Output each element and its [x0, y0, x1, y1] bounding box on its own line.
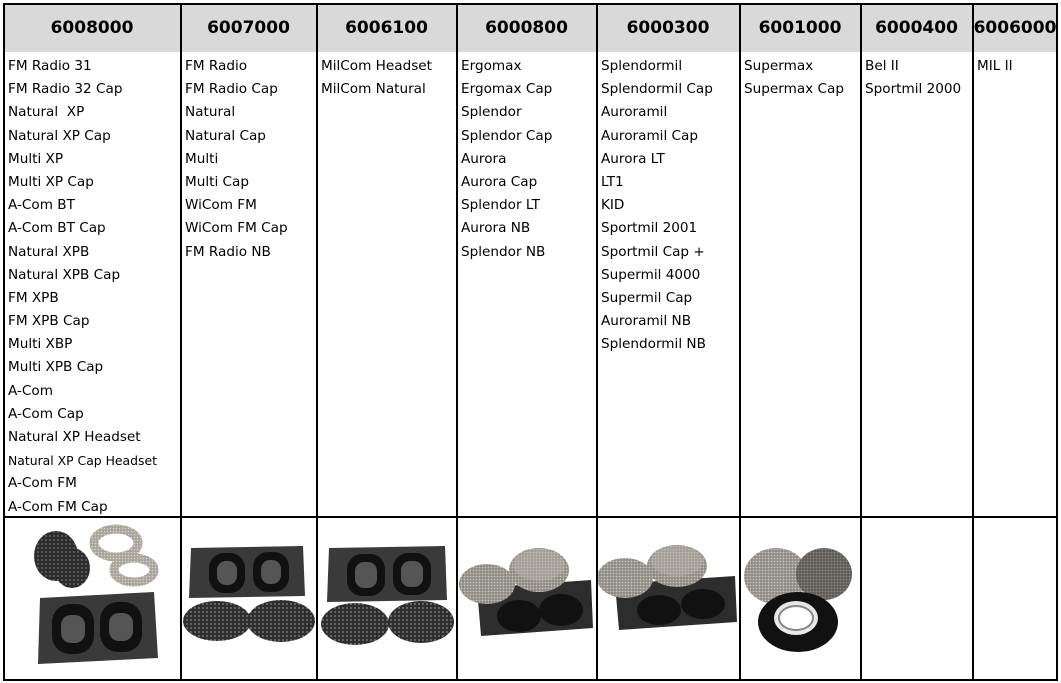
model-item: Ergomax — [461, 58, 522, 74]
model-item: A-Com BT Cap — [8, 220, 106, 237]
earpad-kit-foam-pads-icon — [457, 518, 596, 681]
model-item: Auroramil NB — [601, 313, 692, 330]
model-item: A-Com Cap — [8, 405, 84, 422]
model-item: FM XPB Cap — [8, 313, 90, 330]
model-item: Aurora NB — [461, 220, 531, 237]
model-item: Multi XBP — [8, 336, 73, 353]
model-item: FM Radio Cap — [185, 81, 278, 98]
column-divider — [596, 3, 598, 681]
earpad-kit-foam-ring-icon — [740, 518, 860, 681]
model-item: Natural XPB — [8, 243, 90, 260]
model-item: Natural XP — [8, 104, 85, 121]
model-item: MIL II — [977, 58, 1013, 74]
column-6006000 — [973, 3, 1057, 681]
column-divider — [972, 3, 974, 681]
model-item: MilCom Natural — [321, 81, 426, 98]
model-item: KID — [601, 197, 625, 214]
model-item: Splendormil — [601, 58, 683, 74]
model-item: Natural XP Cap — [8, 127, 111, 144]
model-item: LT1 — [601, 173, 624, 190]
model-item: Multi XP Cap — [8, 173, 94, 190]
model-item: Bel II — [865, 58, 899, 74]
column-header: 6008000 — [4, 3, 180, 52]
model-list — [181, 52, 316, 264]
column-6000400 — [861, 3, 972, 681]
model-item: Multi XPB Cap — [8, 359, 104, 376]
model-item: Aurora LT — [601, 150, 665, 167]
column-6008000 — [4, 3, 180, 681]
model-item: Natural — [185, 104, 236, 121]
model-item: Splendormil Cap — [601, 81, 713, 98]
model-item: Auroramil — [601, 104, 668, 121]
model-item: A-Com BT — [8, 197, 75, 214]
model-item: Splendor Cap — [461, 127, 553, 144]
column-header: 6000300 — [597, 3, 739, 52]
column-divider — [739, 3, 741, 681]
table-row-divider — [3, 516, 1058, 518]
column-header: 6001000 — [740, 3, 860, 52]
column-header: 6006000 — [973, 3, 1057, 52]
model-item: Natural Cap — [185, 127, 266, 144]
table-border-left — [3, 3, 5, 681]
model-item: Multi — [185, 150, 219, 167]
column-header: 6007000 — [181, 3, 316, 52]
model-item: Splendor — [461, 104, 522, 121]
model-item: Natural XPB Cap — [8, 266, 121, 283]
model-item: WiCom FM Cap — [185, 220, 288, 237]
model-item: Aurora Cap — [461, 173, 538, 190]
model-item: A-Com FM Cap — [8, 498, 108, 515]
model-item: A-Com FM — [8, 475, 77, 492]
earpad-kit-pads-discs-icon — [317, 518, 456, 681]
model-item: Splendormil NB — [601, 336, 706, 353]
column-6006100 — [317, 3, 456, 681]
model-item: A-Com — [8, 382, 53, 399]
column-header: 6000400 — [861, 3, 972, 52]
model-list — [973, 52, 1057, 78]
model-item: Natural XP Cap Headset — [8, 453, 157, 469]
model-item: Multi Cap — [185, 173, 249, 190]
model-item: FM Radio 31 — [8, 58, 92, 74]
column-6000800 — [457, 3, 596, 681]
column-6000300 — [597, 3, 739, 681]
model-item: FM XPB — [8, 289, 59, 306]
column-divider — [860, 3, 862, 681]
column-6007000 — [181, 3, 316, 681]
model-item: Supermil Cap — [601, 289, 693, 306]
model-list — [740, 52, 860, 101]
model-item: Splendor LT — [461, 197, 540, 214]
model-item: Aurora — [461, 150, 507, 167]
column-divider — [456, 3, 458, 681]
model-item: Sportmil 2001 — [601, 220, 698, 237]
model-item: Auroramil Cap — [601, 127, 699, 144]
model-item: Splendor NB — [461, 243, 546, 260]
model-item: MilCom Headset — [321, 58, 432, 74]
model-item: WiCom FM — [185, 197, 257, 214]
model-item: Ergomax Cap — [461, 81, 553, 98]
model-item: Natural XP Headset — [8, 429, 141, 445]
model-list — [861, 52, 972, 101]
earpad-kit-pads-discs-icon — [181, 518, 316, 681]
column-divider — [180, 3, 182, 681]
model-list — [597, 52, 739, 356]
model-list — [457, 52, 596, 264]
earpad-kit-foam-pads-icon — [597, 518, 739, 681]
model-item: FM Radio 32 Cap — [8, 81, 123, 98]
table-border-bottom — [3, 679, 1058, 681]
model-list — [317, 52, 456, 101]
column-divider — [316, 3, 318, 681]
model-item: Multi XP — [8, 150, 64, 167]
table-border-right — [1056, 3, 1058, 681]
model-item: Supermax — [744, 58, 814, 74]
model-list — [4, 52, 180, 519]
model-item: Sportmil 2000 — [865, 81, 962, 98]
model-item: FM Radio — [185, 58, 248, 74]
model-item: Supermil 4000 — [601, 266, 701, 283]
column-6001000 — [740, 3, 860, 681]
earpad-kit-rings-foam-icon — [4, 518, 180, 681]
column-header: 6006100 — [317, 3, 456, 52]
column-header: 6000800 — [457, 3, 596, 52]
model-item: FM Radio NB — [185, 243, 271, 260]
model-item: Supermax Cap — [744, 81, 844, 98]
table-border-top — [3, 3, 1058, 5]
model-item: Sportmil Cap + — [601, 243, 705, 260]
